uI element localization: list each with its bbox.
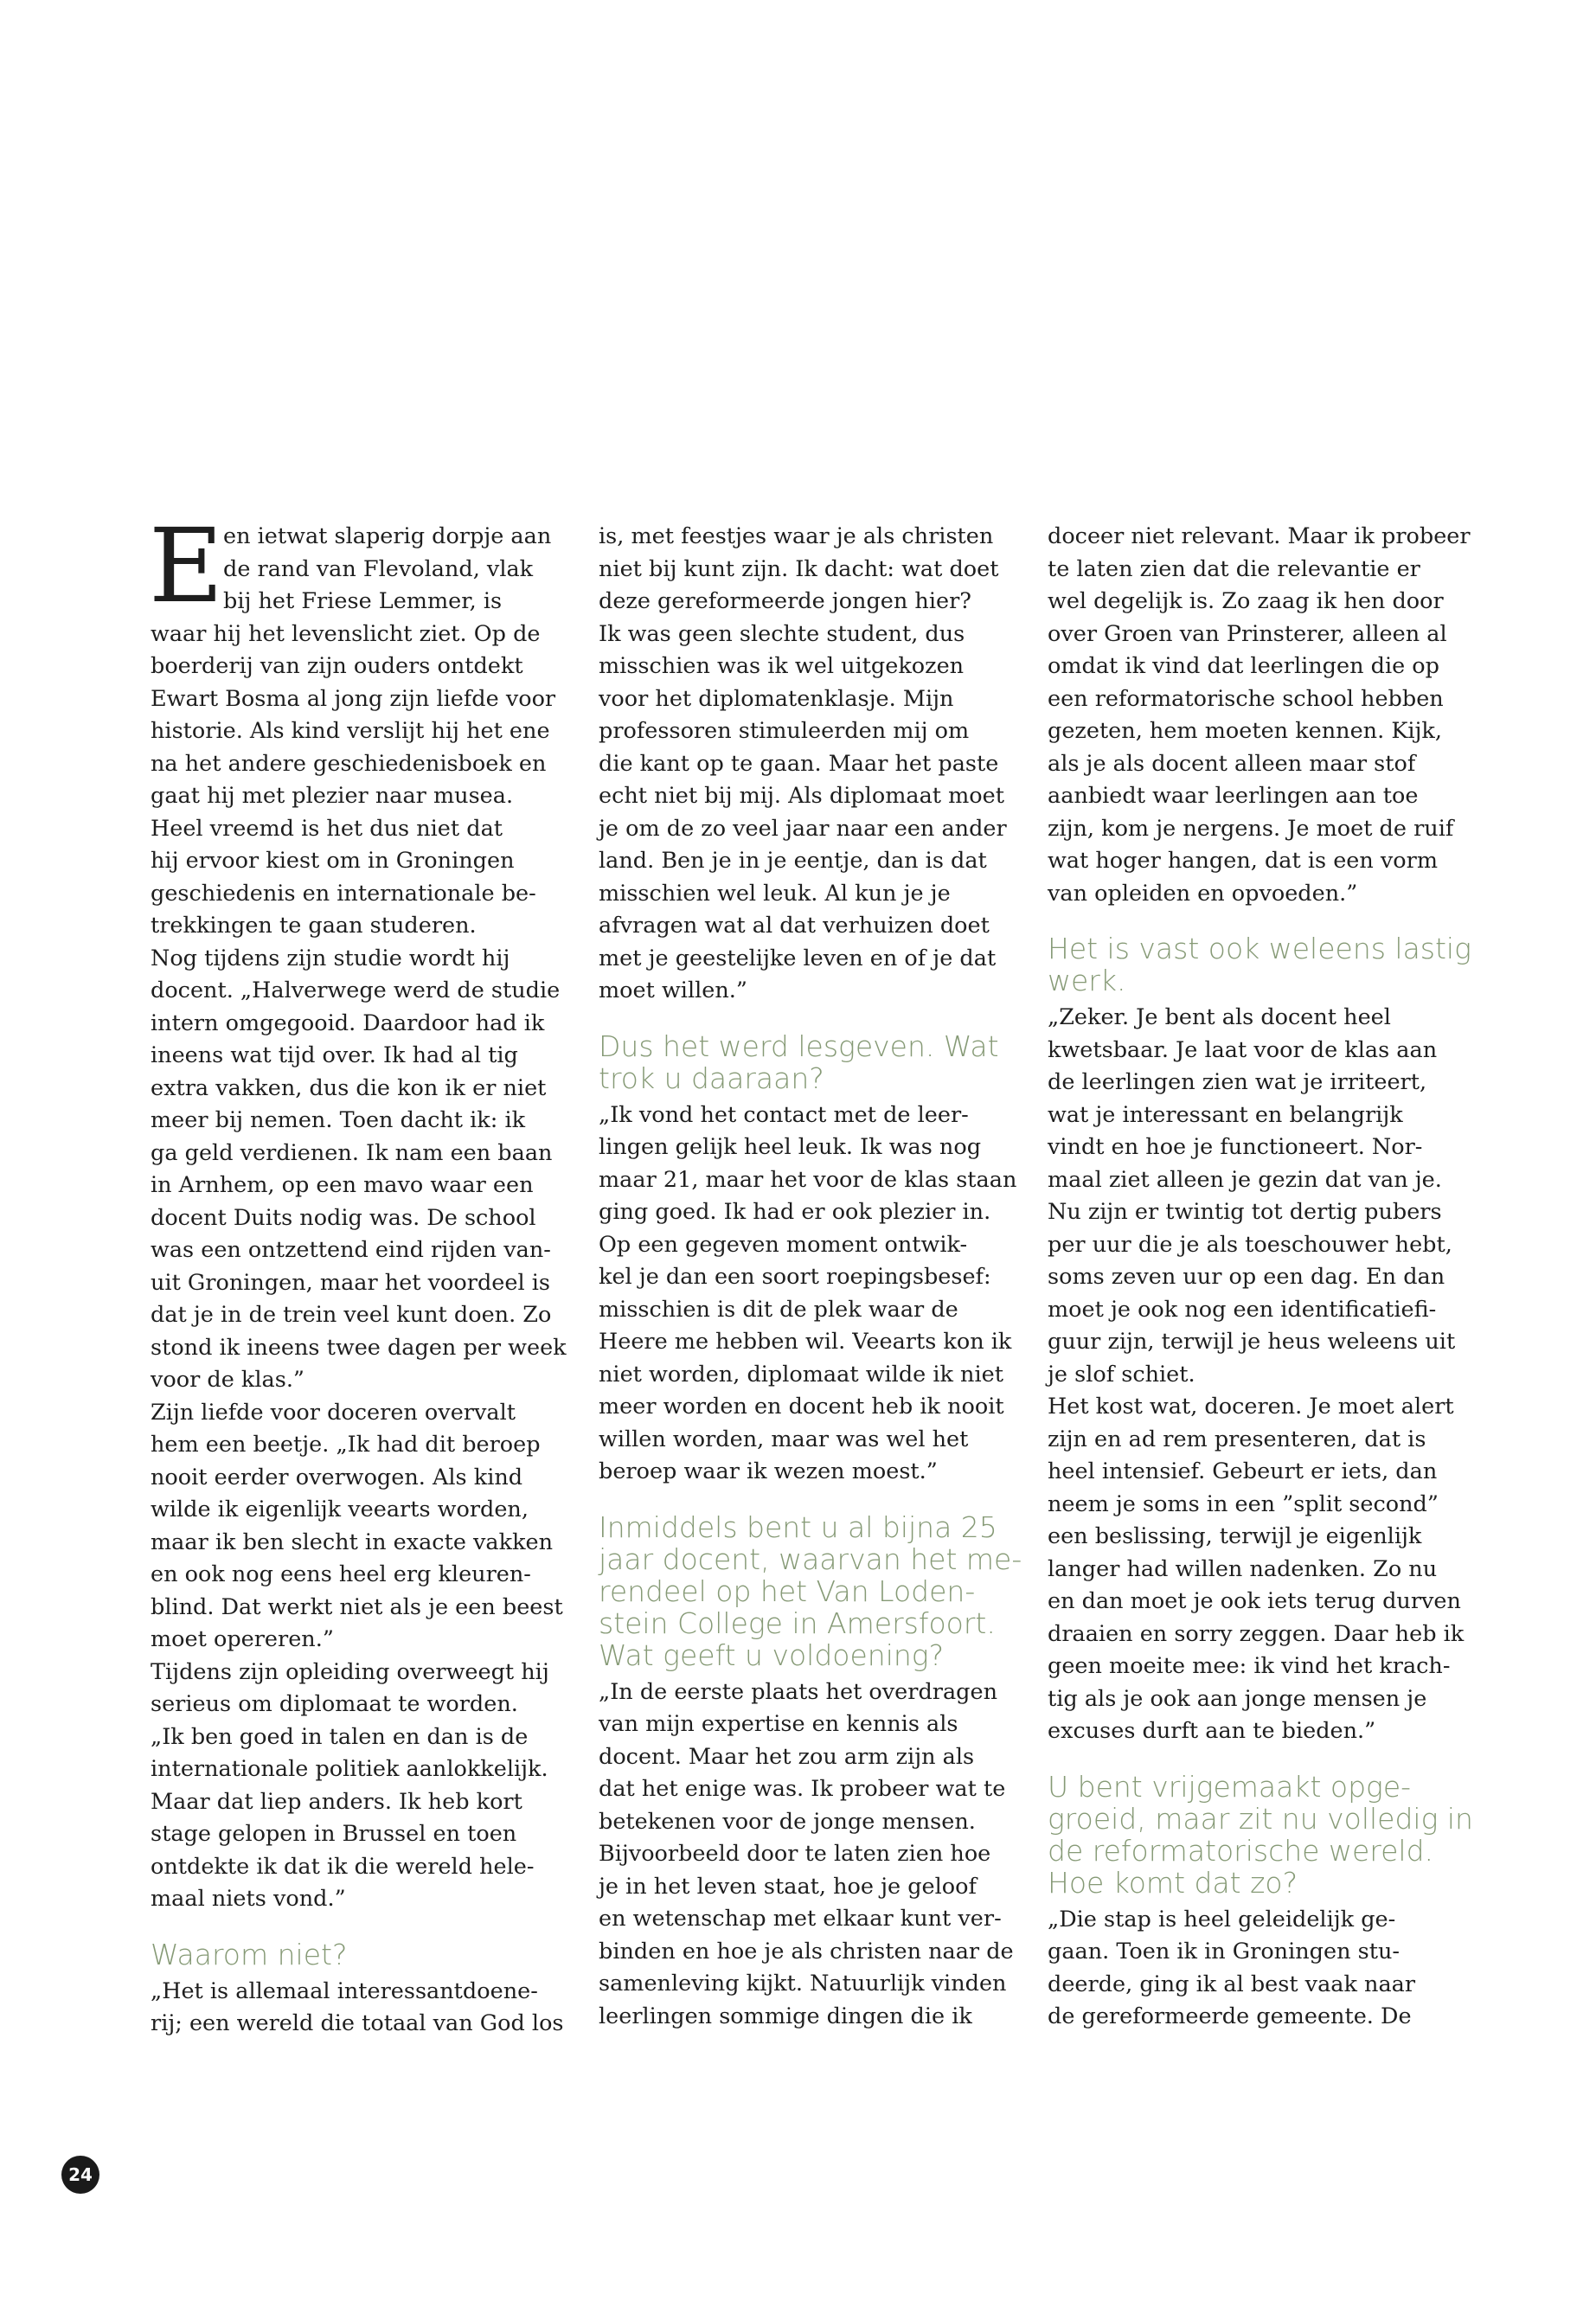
- text-line: is, met feestjes waar je als christen: [599, 523, 994, 549]
- text-line: in Arnhem, op een mavo waar een: [151, 1172, 534, 1198]
- text-line: ging goed. Ik had er ook plezier in.: [599, 1199, 991, 1225]
- text-line: dat je in de trein veel kunt doen. Zo: [151, 1302, 552, 1328]
- question-heading: [1048, 932, 1471, 997]
- text-line: trekkingen te gaan studeren.: [151, 913, 477, 939]
- text-line: kwetsbaar. Je laat voor de klas aan: [1048, 1036, 1438, 1063]
- text-line: echt niet bij mij. Als diplomaat moet: [599, 783, 1004, 809]
- article-column-2: [599, 521, 1022, 2033]
- text-line: samenleving kijkt. Natuurlijk vinden: [599, 1971, 1007, 1997]
- text-line: Nog tijdens zijn studie wordt hij: [151, 945, 510, 971]
- text-line: zijn, kom je nergens. Je moet de ruif: [1048, 815, 1454, 842]
- text-line: na het andere geschiedenisboek en: [151, 750, 547, 777]
- text-line: intern omgegooid. Daardoor had ik: [151, 1009, 545, 1036]
- body-paragraph: [151, 1976, 571, 2041]
- text-line: wel degelijk is. Zo zaag ik hen door: [1048, 588, 1444, 614]
- body-paragraph: [1048, 1002, 1468, 1748]
- text-line: nooit eerder overwogen. Als kind: [151, 1464, 523, 1490]
- text-line: waar hij het levenslicht ziet. Op de: [151, 620, 541, 647]
- text-line: „Ik vond het contact met de leer-: [599, 1101, 969, 1128]
- text-line: „In de eerste plaats het overdragen: [599, 1678, 998, 1705]
- text-line: meer bij nemen. Toen dacht ik: ik: [151, 1107, 526, 1133]
- text-line: doceer niet relevant. Maar ik probeer: [1048, 523, 1471, 549]
- text-line: Heel vreemd is het dus niet dat: [151, 815, 503, 842]
- text-line: die kant op te gaan. Maar het paste: [599, 750, 999, 777]
- text-line: van opleiden en opvoeden.”: [1048, 880, 1358, 907]
- text-line: misschien was ik wel uitgekozen: [599, 653, 965, 679]
- text-line: ontdekte ik dat ik die wereld hele-: [151, 1853, 535, 1880]
- text-line: historie. Als kind verslijt hij het ene: [151, 718, 550, 744]
- question-heading: [599, 1509, 1022, 1672]
- text-line: „Ik ben goed in talen en dan is de: [151, 1723, 529, 1750]
- text-line: geschiedenis en internationale be-: [151, 880, 536, 907]
- article-column-3: [1048, 521, 1473, 2034]
- text-line: voor het diplomatenklasje. Mijn: [599, 685, 954, 712]
- text-line: moet je ook nog een identificatiefi-: [1048, 1296, 1437, 1323]
- text-line: te laten zien dat die relevantie er: [1048, 555, 1420, 582]
- question-heading: [151, 1939, 571, 1971]
- text-line: groeid, maar zit nu volledig in: [1048, 1801, 1473, 1836]
- drop-cap: E: [149, 506, 224, 625]
- text-line: Nu zijn er twintig tot dertig pubers: [1048, 1199, 1442, 1225]
- text-line: moet opereren.”: [151, 1626, 334, 1652]
- text-line: werk.: [1048, 964, 1126, 997]
- text-line: trok u daaraan?: [599, 1061, 824, 1095]
- body-paragraph: [599, 1099, 1019, 1489]
- text-line: misschien wel leuk. Al kun je je: [599, 880, 951, 907]
- text-line: een reformatorische school hebben: [1048, 685, 1444, 712]
- text-line: met je geestelijke leven en of je dat: [599, 945, 997, 971]
- text-line: Heere me hebben wil. Veearts kon ik: [599, 1329, 1012, 1355]
- text-line: guur zijn, terwijl je heus weleens uit: [1048, 1329, 1456, 1355]
- text-line: gezeten, hem moeten kennen. Kijk,: [1048, 718, 1442, 744]
- text-line: een beslissing, terwijl je eigenlijk: [1048, 1523, 1422, 1549]
- text-line: „Het is allemaal interessantdoene-: [151, 1977, 538, 2004]
- text-line: docent Duits nodig was. De school: [151, 1204, 536, 1231]
- text-line: niet bij kunt zijn. Ik dacht: wat doet: [599, 555, 999, 582]
- text-line: land. Ben je in je eentje, dan is dat: [599, 848, 987, 874]
- text-line: geen moeite mee: ik vind het krach-: [1048, 1653, 1451, 1679]
- text-line: je om de zo veel jaar naar een ander: [599, 815, 1007, 842]
- text-line: Wat geeft u voldoening?: [599, 1638, 945, 1672]
- text-line: beroep waar ik wezen moest.”: [599, 1458, 938, 1484]
- text-line: meer worden en docent heb ik nooit: [599, 1394, 1004, 1420]
- text-line: boerderij van zijn ouders ontdekt: [151, 653, 523, 679]
- text-line: dat het enige was. Ik probeer wat te: [599, 1776, 1006, 1802]
- body-paragraph: [1048, 521, 1471, 910]
- text-line: internationale politiek aanlokkelijk.: [151, 1756, 548, 1782]
- text-line: Tijdens zijn opleiding overweegt hij: [151, 1658, 549, 1685]
- text-line: U bent vrijgemaakt opge-: [1048, 1769, 1412, 1804]
- text-line: je in het leven staat, hoe je geloof: [599, 1873, 977, 1900]
- question-heading: [1048, 1769, 1473, 1900]
- text-line: Ewart Bosma al jong zijn liefde voor: [151, 685, 556, 712]
- text-line: van mijn expertise en kennis als: [599, 1711, 958, 1737]
- question-heading: [599, 1030, 1019, 1094]
- text-line: de reformatorische wereld.: [1048, 1833, 1433, 1868]
- text-line: en wetenschap met elkaar kunt ver-: [599, 1906, 1002, 1932]
- text-line: hij ervoor kiest om in Groningen: [151, 848, 515, 874]
- text-line: docent. „Halverwege werd de studie: [151, 977, 561, 1003]
- text-line: als je als docent alleen maar stof: [1048, 750, 1416, 777]
- text-line: extra vakken, dus die kon ik er niet: [151, 1074, 547, 1101]
- text-line: vindt en hoe je functioneert. Nor-: [1048, 1134, 1423, 1160]
- text-line: tig als je ook aan jonge mensen je: [1048, 1685, 1427, 1712]
- text-line: heel intensief. Gebeurt er iets, dan: [1048, 1458, 1438, 1484]
- text-line: en dan moet je ook iets terug durven: [1048, 1588, 1461, 1614]
- text-line: Op een gegeven moment ontwik-: [599, 1231, 968, 1258]
- text-line: en ook nog eens heel erg kleuren-: [151, 1561, 531, 1587]
- text-line: „Die stap is heel geleidelijk ge-: [1048, 1906, 1396, 1932]
- text-line: blind. Dat werkt niet als je een beest: [151, 1593, 563, 1620]
- text-line: hem een beetje. „Ik had dit beroep: [151, 1432, 541, 1458]
- text-line: jaar docent, waarvan het me-: [599, 1541, 1022, 1576]
- text-line: rij; een wereld die totaal van God los: [151, 2010, 564, 2036]
- text-line: de rand van Flevoland, vlak: [223, 555, 534, 582]
- page-number-badge: 24: [61, 2156, 99, 2194]
- body-paragraph: [599, 521, 1019, 1008]
- text-line: professoren stimuleerden mij om: [599, 718, 970, 744]
- text-line: stage gelopen in Brussel en toen: [151, 1821, 517, 1847]
- text-line: leerlingen sommige dingen die ik: [599, 2003, 972, 2029]
- text-line: over Groen van Prinsterer, alleen al: [1048, 620, 1447, 647]
- text-line: de gereformeerde gemeente. De: [1048, 2003, 1412, 2029]
- text-line: soms zeven uur op een dag. En dan: [1048, 1264, 1445, 1290]
- article-column-1: [149, 506, 571, 2041]
- text-line: Zijn liefde voor doceren overvalt: [151, 1399, 516, 1426]
- text-line: je slof schiet.: [1048, 1361, 1195, 1388]
- text-line: Inmiddels bent u al bijna 25: [599, 1509, 997, 1544]
- text-line: wilde ik eigenlijk veearts worden,: [151, 1497, 529, 1522]
- text-line: deze gereformeerde jongen hier?: [599, 588, 971, 614]
- text-line: maar 21, maar het voor de klas staan: [599, 1166, 1017, 1193]
- text-line: ga geld verdienen. Ik nam een baan: [151, 1139, 553, 1166]
- text-line: wat je interessant en belangrijk: [1048, 1101, 1403, 1128]
- text-line: voor de klas.”: [151, 1367, 304, 1393]
- text-line: misschien is dit de plek waar de: [599, 1296, 958, 1323]
- text-line: Hoe komt dat zo?: [1048, 1865, 1298, 1900]
- text-line: excuses durft aan te bieden.”: [1048, 1718, 1376, 1744]
- text-line: Het kost wat, doceren. Je moet alert: [1048, 1394, 1454, 1420]
- text-line: uit Groningen, maar het voordeel is: [151, 1269, 550, 1296]
- text-line: neem je soms in een ”split second”: [1048, 1490, 1439, 1517]
- text-line: bij het Friese Lemmer, is: [223, 588, 503, 614]
- text-line: stond ik ineens twee dagen per week: [151, 1334, 567, 1361]
- body-paragraph: [599, 1676, 1019, 2034]
- text-line: serieus om diplomaat te worden.: [151, 1691, 518, 1717]
- text-line: binden en hoe je als christen naar de: [599, 1938, 1014, 1965]
- text-line: draaien en sorry zeggen. Daar heb ik: [1048, 1620, 1465, 1647]
- text-line: betekenen voor de jonge mensen.: [599, 1808, 976, 1835]
- text-line: Bijvoorbeeld door te laten zien hoe: [599, 1841, 991, 1867]
- text-line: en ietwat slaperig dorpje aan: [223, 523, 552, 549]
- text-line: ineens wat tijd over. Ik had al tig: [151, 1042, 518, 1068]
- text-line: Maar dat liep anders. Ik heb kort: [151, 1788, 522, 1815]
- text-line: docent. Maar het zou arm zijn als: [599, 1743, 975, 1770]
- text-line: rendeel op het Van Loden-: [599, 1574, 976, 1608]
- text-line: wat hoger hangen, dat is een vorm: [1048, 848, 1439, 874]
- text-line: per uur die je als toeschouwer hebt,: [1048, 1231, 1452, 1258]
- text-line: deerde, ging ik al best vaak naar: [1048, 1971, 1416, 1997]
- text-line: niet worden, diplomaat wilde ik niet: [599, 1361, 1003, 1388]
- text-line: maar ik ben slecht in exacte vakken: [151, 1529, 554, 1555]
- text-line: stein College in Amersfoort.: [599, 1606, 996, 1640]
- text-line: was een ontzettend eind rijden van-: [151, 1237, 551, 1263]
- text-line: gaan. Toen ik in Groningen stu-: [1048, 1939, 1400, 1965]
- text-line: Waarom niet?: [151, 1937, 348, 1971]
- text-line: aanbiedt waar leerlingen aan toe: [1048, 783, 1419, 809]
- text-line: gaat hij met plezier naar musea.: [151, 783, 514, 809]
- text-line: Dus het werd lesgeven. Wat: [599, 1029, 999, 1063]
- text-line: afvragen wat al dat verhuizen doet: [599, 913, 990, 939]
- intro-block: [149, 506, 571, 625]
- text-line: kel je dan een soort roepingsbesef:: [599, 1264, 991, 1290]
- text-line: omdat ik vind dat leerlingen die op: [1048, 653, 1439, 679]
- text-line: maal niets vond.”: [151, 1886, 346, 1912]
- text-line: „Zeker. Je bent als docent heel: [1048, 1004, 1391, 1030]
- text-line: moet willen.”: [599, 977, 747, 1003]
- body-paragraph: [1048, 1904, 1468, 2034]
- text-line: Ik was geen slechte student, dus: [599, 620, 965, 647]
- text-line: de leerlingen zien wat je irriteert,: [1048, 1069, 1427, 1095]
- text-line: lingen gelijk heel leuk. Ik was nog: [599, 1134, 982, 1160]
- text-line: zijn en ad rem presenteren, dat is: [1048, 1426, 1426, 1452]
- text-line: maal ziet alleen je gezin dat van je.: [1048, 1166, 1442, 1193]
- text-line: willen worden, maar was wel het: [599, 1426, 969, 1452]
- text-line: Het is vast ook weleens lastig: [1048, 932, 1471, 965]
- text-line: langer had willen nadenken. Zo nu: [1048, 1555, 1438, 1582]
- body-paragraph: [151, 619, 571, 1916]
